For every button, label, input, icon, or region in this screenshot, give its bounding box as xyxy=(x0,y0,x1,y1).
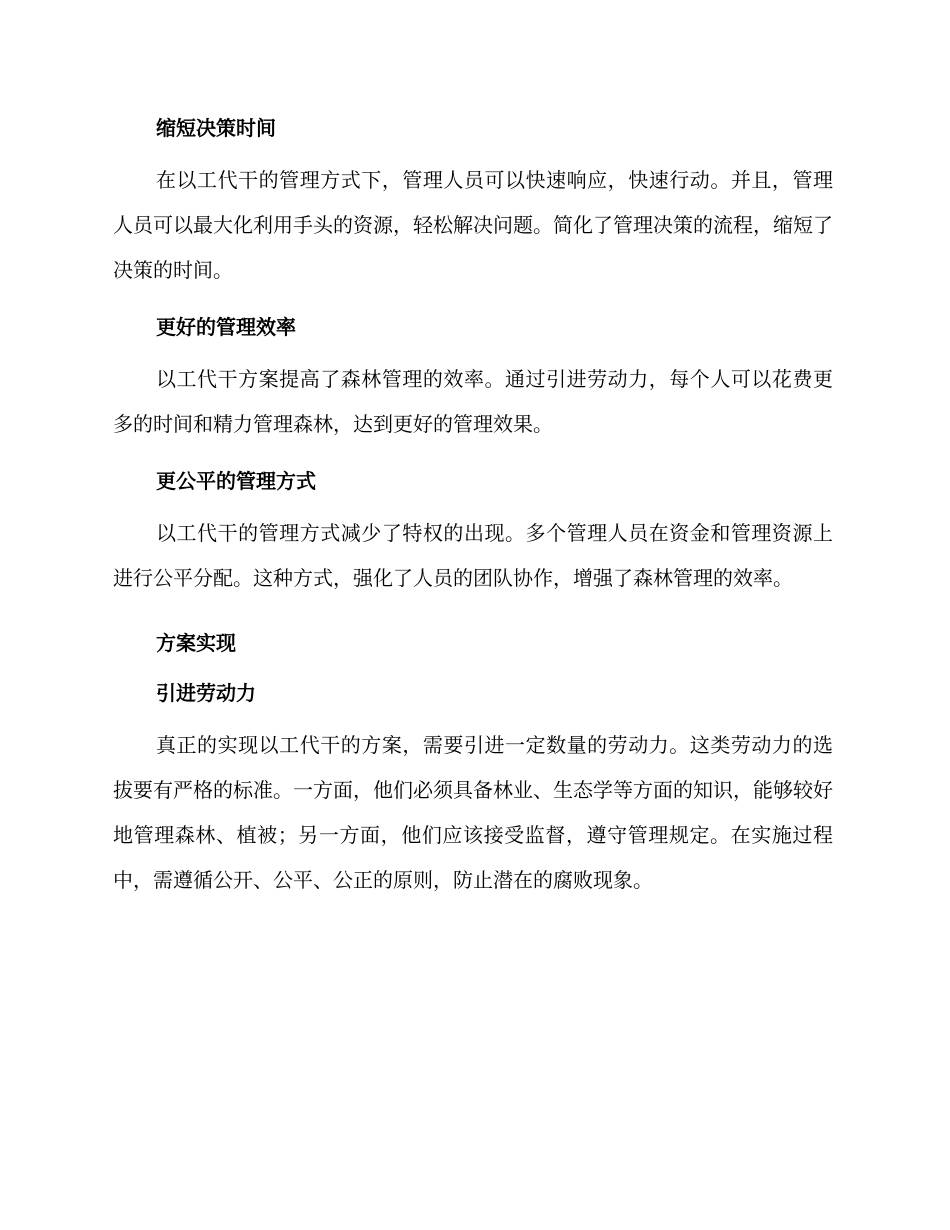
section-heading: 缩短决策时间 xyxy=(156,116,276,140)
section-heading: 更好的管理效率 xyxy=(156,315,296,339)
section-paragraph: 以工代干的管理方式减少了特权的出现。多个管理人员在资金和管理资源上进行公平分配。这种方式，强化了人员的团队协作，增强了森林管理的效率。 xyxy=(113,521,833,590)
document-page xyxy=(113,108,833,917)
section-paragraph: 以工代干方案提高了森林管理的效率。通过引进劳动力，每个人可以花费更多的时间和精力管理森林，达到更好的管理效果。 xyxy=(113,367,833,436)
implementation-paragraph: 真正的实现以工代干的方案，需要引进一定数量的劳动力。这类劳动力的选拔要有严格的标准。一方面，他们必须具备林业、生态学等方面的知识，能够较好地管理森林、植被；另一方面，他们应该接受监督，遵守管理规定。在实施过程中，需遵循公开、公平、公正的原则，防止潜在的腐败现象。 xyxy=(113,733,833,892)
section-paragraph: 在以工代干的管理方式下，管理人员可以快速响应，快速行动。并且，管理人员可以最大化利用手头的资源，轻松解决问题。简化了管理决策的流程，缩短了决策的时间。 xyxy=(113,168,833,282)
section-heading: 更公平的管理方式 xyxy=(156,469,316,493)
implementation-heading: 方案实现 xyxy=(156,631,236,655)
spacer xyxy=(113,615,833,623)
implementation-subheading: 引进劳动力 xyxy=(156,681,256,705)
